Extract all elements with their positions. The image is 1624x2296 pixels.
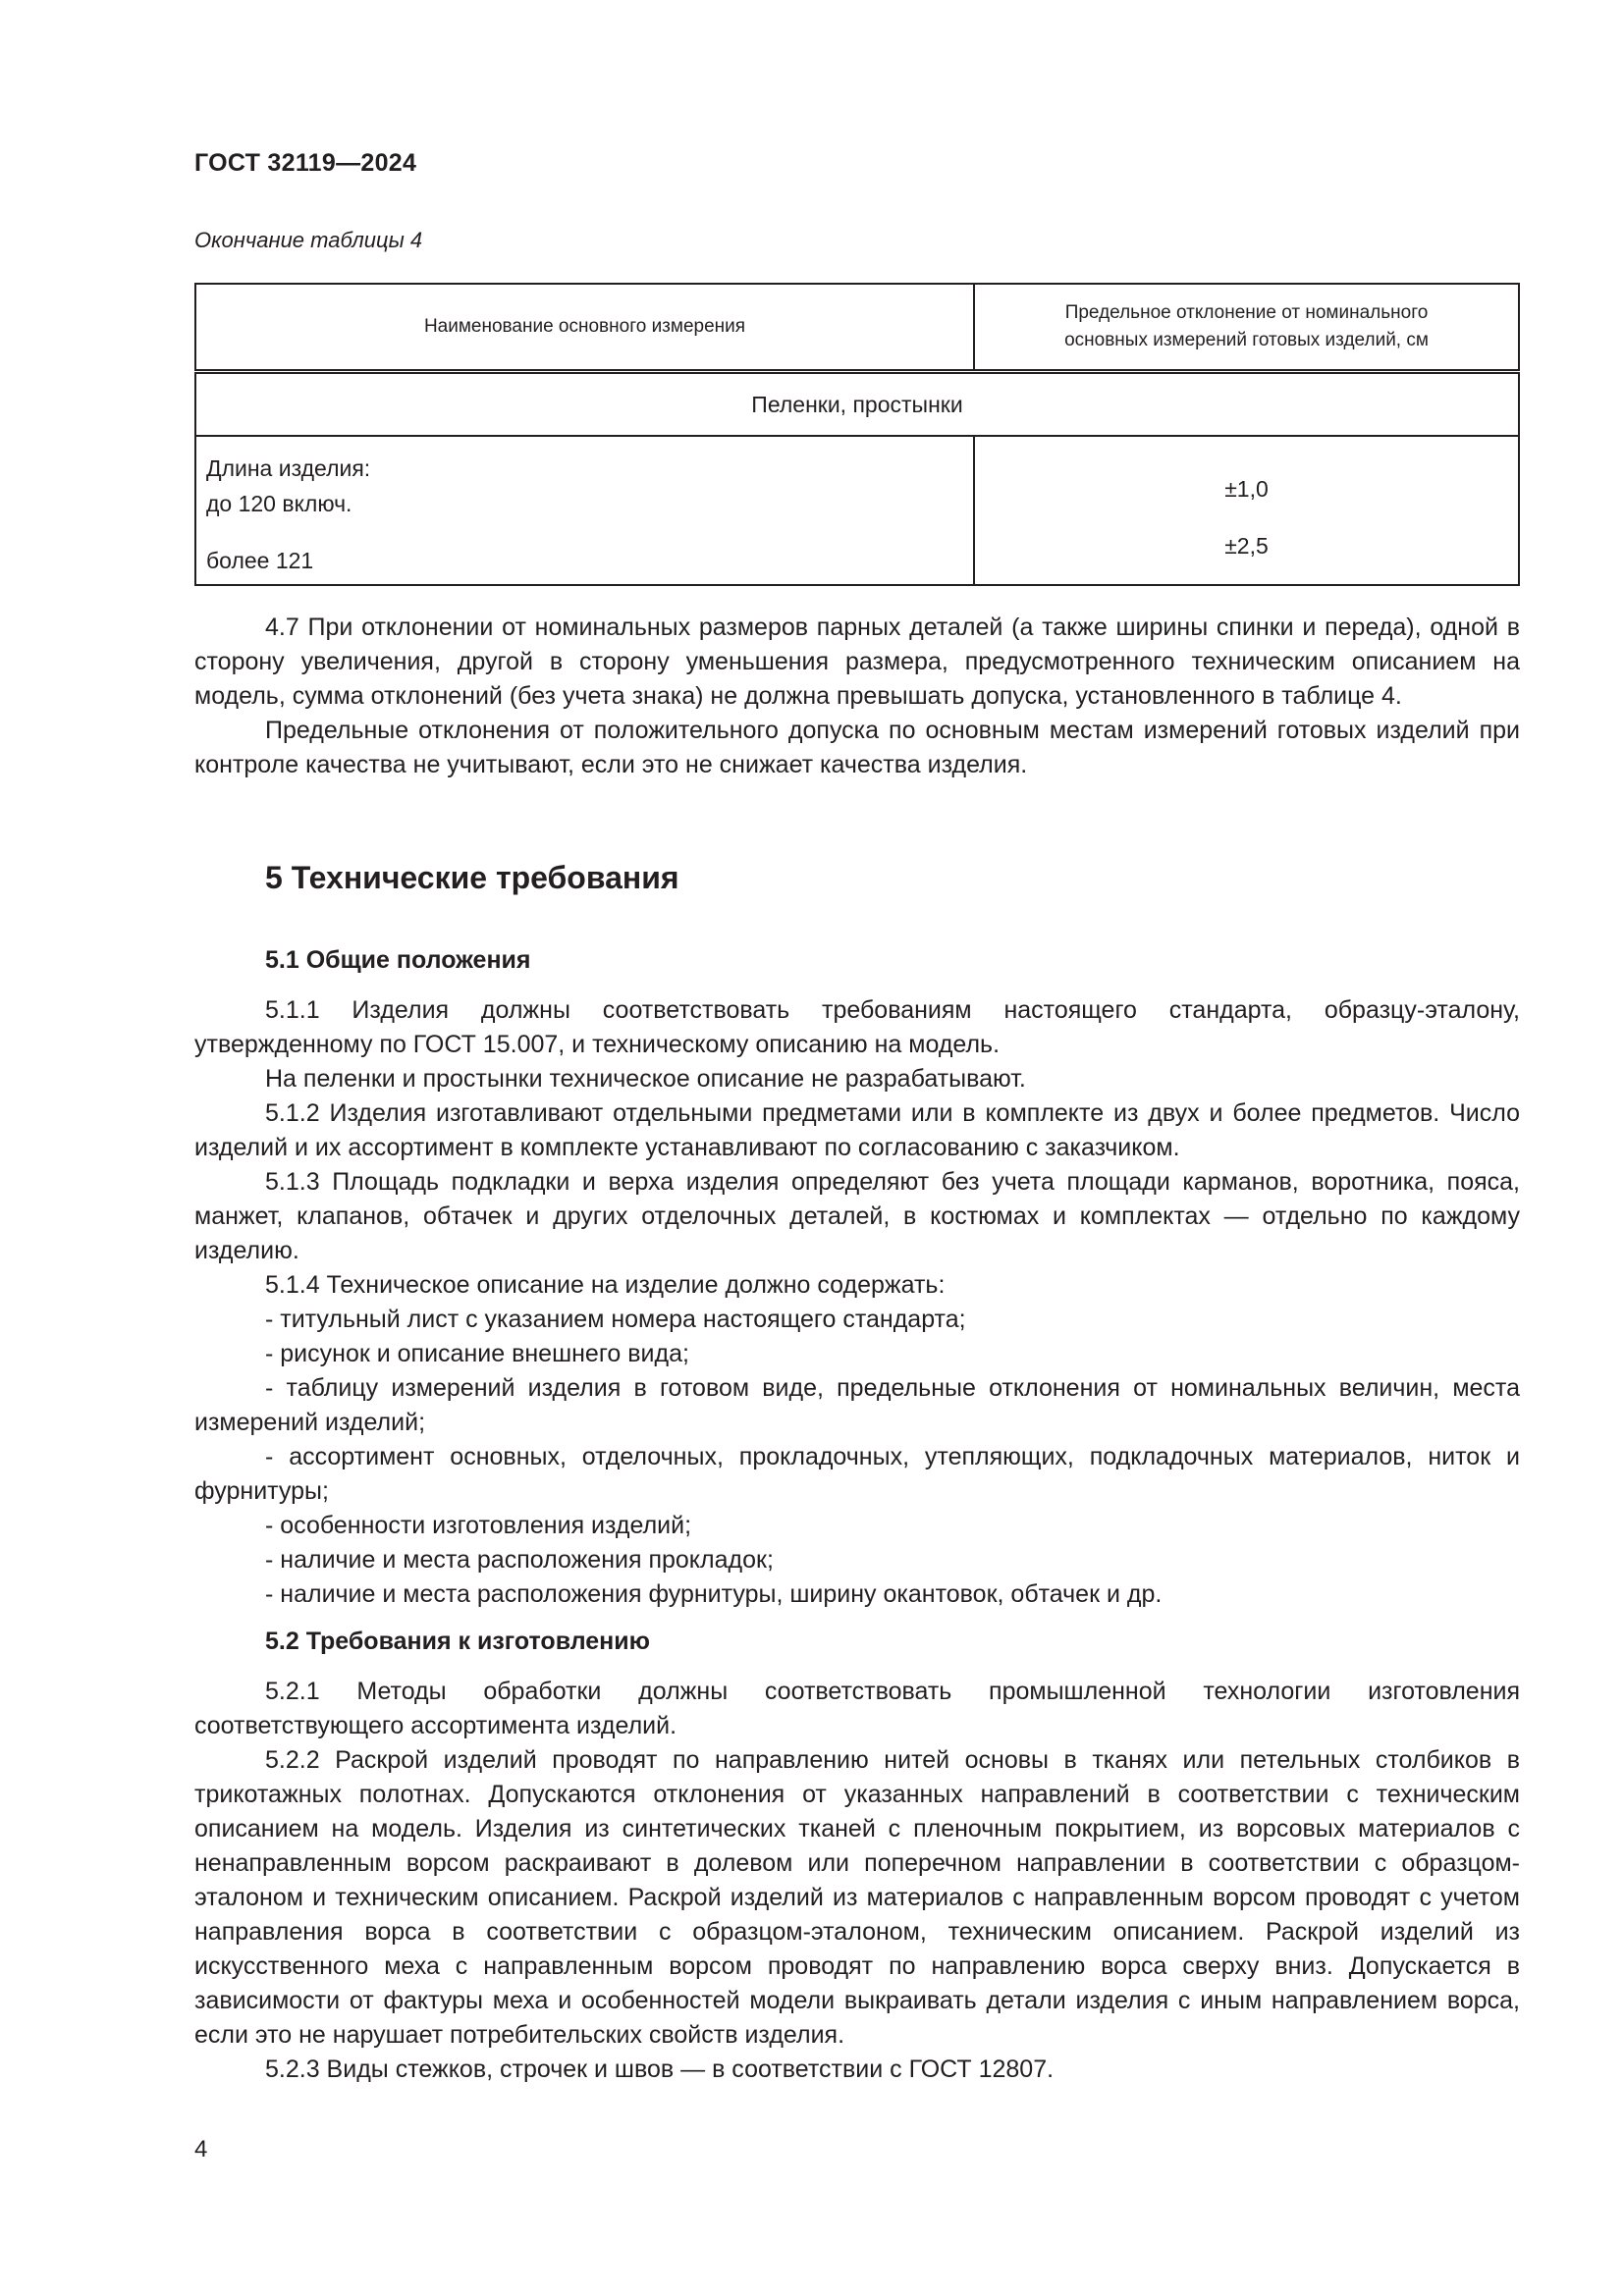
group-label: Пеленки, простынки — [195, 372, 1519, 437]
paragraph: 5.2.2 Раскрой изделий проводят по направлению нитей основы в тканях или петельных столбиков в трикотажных полотнах. Допускаются отклонения от указанных направлений в соответствии с техническим описанием на модель. Изделия из синтетических тканей с пленочным покрытием, из ворсовых материалов с ненаправленным ворсом раскраивают в долевом или поперечном направлении в соответствии с образцом-эталоном и техническим описанием. Раскрой изделий из материалов с направленным ворсом проводят с учетом направления ворса в соответствии с образцом-эталоном, техническим описанием. Раскрой изделий из искусственного меха с направленным ворсом проводят по направлению ворса сверху вниз. Допускается в зависимости от фактуры меха и особенностей модели выкраивать детали изделия с иным направлением ворса, если это не нарушает потребительских свойств изделия. — [194, 1746, 1520, 2049]
header-tolerance-line1: Предельное отклонение от номинального — [1064, 302, 1429, 323]
paragraph: 4.7 При отклонении от номинальных размеров парных деталей (а также ширины спинки и переда), одной в сторону увеличения, другой в сторону уменьшения размера, предусмотренного техническим описанием на модель, сумма отклонений (без учета знака) не должна превышать допуска, установленного в таблице 4. — [194, 614, 1520, 710]
subsection-heading: 5.2 Требования к изготовлению — [265, 1628, 651, 1655]
row1-name: до 120 включ. — [206, 491, 352, 516]
table-4 — [194, 283, 1520, 586]
list-item: - наличие и места расположения фурнитуры, ширину окантовок, обтачек и др. — [265, 1580, 1163, 1608]
list-item: - рисунок и описание внешнего вида; — [265, 1340, 689, 1367]
list-item: - особенности изготовления изделий; — [265, 1512, 692, 1539]
document-id: ГОСТ 32119—2024 — [194, 149, 417, 177]
list-item: - наличие и места расположения прокладок; — [265, 1546, 774, 1574]
paragraph: На пеленки и простынки техническое описание не разрабатывают. — [265, 1065, 1026, 1093]
section-heading: 5 Технические требования — [265, 860, 679, 895]
row2-name: более 121 — [206, 548, 314, 573]
paragraph: 5.2.1 Методы обработки должны соответствовать промышленной технологии изготовления соответствующего ассортимента изделий. — [194, 1678, 1520, 1739]
paragraph: 5.1.3 Площадь подкладки и верха изделия определяют без учета площади карманов, воротника, пояса, манжет, клапанов, обтачек и других отделочных деталей, в костюмах и комплектах — отдельно по каждому изделию. — [194, 1168, 1520, 1264]
paragraph-4-7-block — [194, 611, 1520, 782]
paragraph: 5.1.2 Изделия изготавливают отдельными предметами или в комплекте из двух и более предметов. Число изделий и их ассортимент в комплекте устанавливают по согласованию с заказчиком. — [194, 1099, 1520, 1161]
row1-value: ±1,0 — [1224, 476, 1269, 502]
table-data-row — [195, 436, 1519, 585]
list-item: - ассортимент основных, отделочных, прокладочных, утепляющих, подкладочных материалов, ниток и фурнитуры; — [194, 1443, 1520, 1505]
table-caption: Окончание таблицы 4 — [194, 228, 423, 252]
list-item: - таблицу измерений изделия в готовом виде, предельные отклонения от номинальных величин, места измерений изделий; — [194, 1374, 1520, 1436]
table-header-row — [195, 284, 1519, 372]
subsection-heading: 5.1 Общие положения — [265, 946, 531, 974]
list-item: - титульный лист с указанием номера настоящего стандарта; — [265, 1306, 966, 1333]
subsection-5-2-body — [194, 1675, 1520, 2087]
paragraph: Предельные отклонения от положительного допуска по основным местам измерений готовых изделий при контроле качества не учитывают, если это не снижает качества изделия. — [194, 717, 1520, 778]
row-label: Длина изделия: — [206, 455, 371, 481]
header-measurement-name: Наименование основного измерения — [195, 284, 974, 372]
subsection-5-1-body — [194, 993, 1520, 1612]
page-number: 4 — [194, 2136, 208, 2163]
measurement-cell — [195, 436, 974, 585]
row2-value: ±2,5 — [1224, 533, 1269, 559]
paragraph: 5.1.1 Изделия должны соответствовать требованиям настоящего стандарта, образцу-эталону, утвержденному по ГОСТ 15.007, и техническому описанию на модель. — [194, 996, 1520, 1058]
header-tolerance-line2: основных измерений готовых изделий, см — [1064, 330, 1429, 350]
paragraph: 5.2.3 Виды стежков, строчек и швов — в соответствии с ГОСТ 12807. — [265, 2056, 1055, 2083]
tolerance-cell — [974, 436, 1519, 585]
header-tolerance — [974, 284, 1519, 372]
paragraph: 5.1.4 Техническое описание на изделие должно содержать: — [265, 1271, 946, 1299]
table-group-row — [195, 372, 1519, 437]
